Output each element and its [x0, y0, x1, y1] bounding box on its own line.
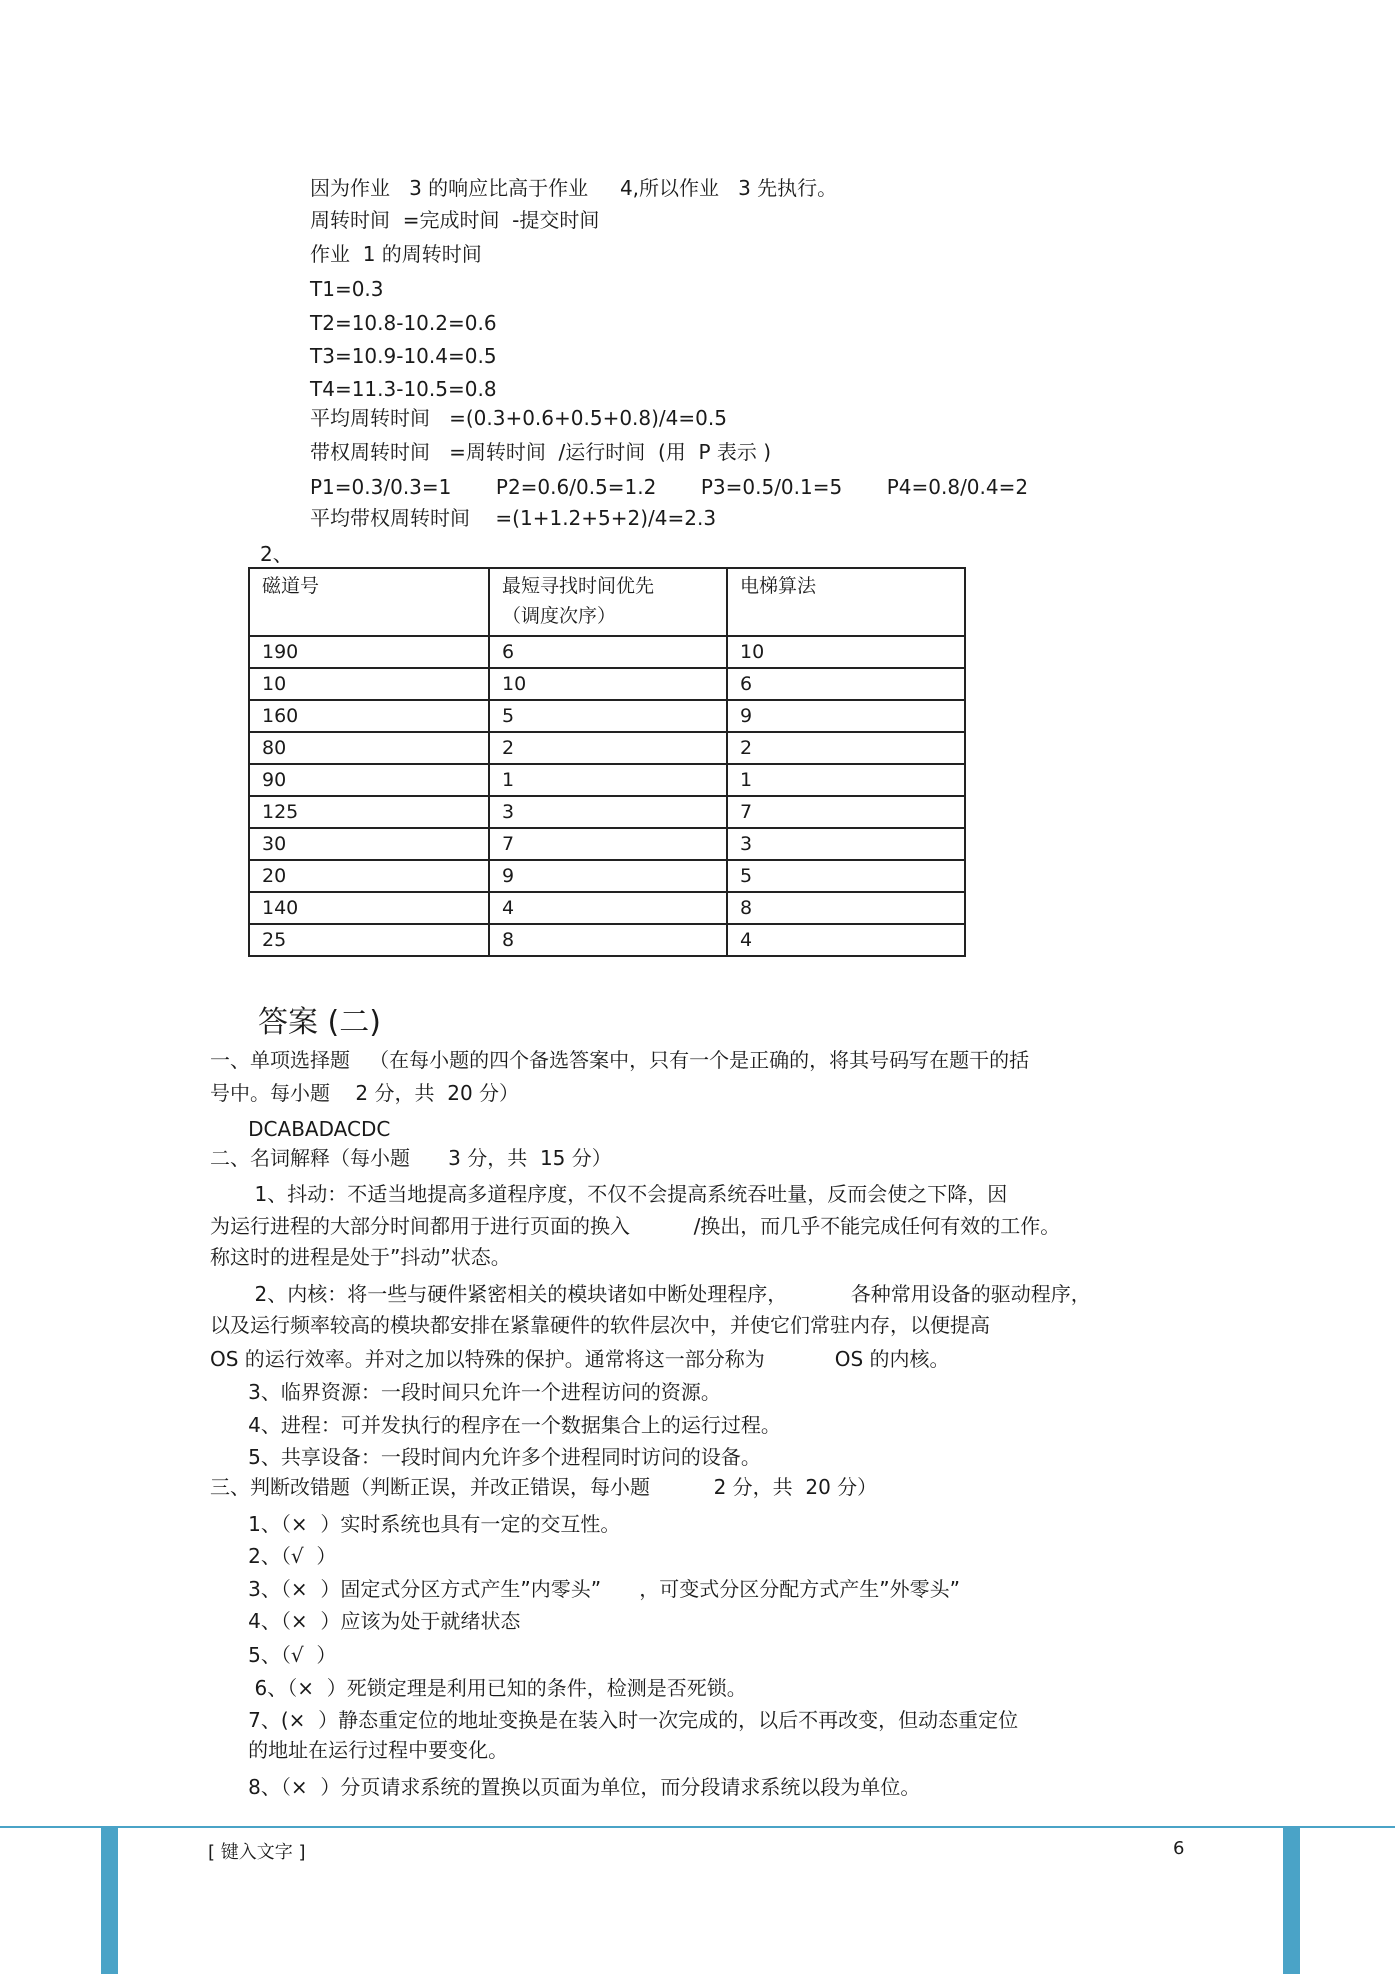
answer-line: 4、进程：可并发执行的程序在一个数据集合上的运行过程。 [210, 1413, 781, 1437]
elevator-cell: 9 [727, 700, 965, 732]
answer-line: 二、名词解释（每小题 3 分，共 15 分） [210, 1146, 612, 1170]
answer-line: 3、临界资源：一段时间只允许一个进程访问的资源。 [210, 1380, 721, 1404]
sstf-cell: 1 [489, 764, 727, 796]
table-row [249, 732, 965, 764]
calc-line: P1=0.3/0.3=1 P2=0.6/0.5=1.2 P3=0.5/0.1=5 P4=0.8/0.4=2 [310, 475, 1029, 499]
sstf-cell: 7 [489, 828, 727, 860]
table-row [249, 668, 965, 700]
table-row [249, 924, 965, 956]
calc-line: T1=0.3 [310, 277, 384, 301]
track-cell: 10 [249, 668, 489, 700]
answer-line: 1、（× ）实时系统也具有一定的交互性。 [210, 1512, 621, 1536]
answer-line: 称这时的进程是处于”抖动”状态。 [210, 1245, 511, 1269]
elevator-cell: 8 [727, 892, 965, 924]
answer-line: 号中。每小题 2 分，共 20 分） [210, 1081, 520, 1105]
table-label: 2、 [260, 542, 293, 566]
elevator-cell: 10 [727, 636, 965, 668]
calc-line: 带权周转时间 =周转时间 /运行时间 (用 P 表示 ) [310, 440, 772, 464]
elevator-cell: 7 [727, 796, 965, 828]
track-cell: 80 [249, 732, 489, 764]
table-row [249, 764, 965, 796]
calc-line: 平均周转时间 =(0.3+0.6+0.5+0.8)/4=0.5 [310, 406, 727, 430]
track-cell: 20 [249, 860, 489, 892]
answer-line: 8、（× ）分页请求系统的置换以页面为单位，而分段请求系统以段为单位。 [210, 1775, 921, 1799]
answer-line: 3、（× ）固定式分区方式产生”内零头” ，可变式分区分配方式产生”外零头” [210, 1577, 960, 1601]
table-row [249, 636, 965, 668]
answer-line: 为运行进程的大部分时间都用于进行页面的换入 /换出，而几乎不能完成任何有效的工作。 [210, 1214, 1061, 1238]
table-row [249, 892, 965, 924]
header-elevator: 电梯算法 [727, 568, 965, 636]
calc-line: 周转时间 =完成时间 -提交时间 [310, 208, 600, 232]
track-cell: 30 [249, 828, 489, 860]
answer-heading: 答案 (二) [258, 1005, 381, 1040]
track-cell: 190 [249, 636, 489, 668]
calc-line: 平均带权周转时间 =(1+1.2+5+2)/4=2.3 [310, 506, 717, 530]
answer-line: 6、（× ）死锁定理是利用已知的条件，检测是否死锁。 [210, 1676, 747, 1700]
answer-line: 4、（× ）应该为处于就绪状态 [210, 1609, 521, 1633]
elevator-cell: 2 [727, 732, 965, 764]
disk-schedule-table [248, 567, 966, 957]
track-cell: 90 [249, 764, 489, 796]
elevator-cell: 3 [727, 828, 965, 860]
sstf-cell: 6 [489, 636, 727, 668]
track-cell: 140 [249, 892, 489, 924]
track-cell: 25 [249, 924, 489, 956]
footer-bar-left [101, 1826, 118, 1974]
sstf-cell: 5 [489, 700, 727, 732]
answer-line: 5、（√ ） [210, 1643, 337, 1667]
track-cell: 125 [249, 796, 489, 828]
answer-line: DCABADACDC [210, 1117, 391, 1141]
table-header-row [249, 568, 965, 636]
answer-line: 2、（√ ） [210, 1544, 337, 1568]
elevator-cell: 4 [727, 924, 965, 956]
sstf-cell: 9 [489, 860, 727, 892]
elevator-cell: 5 [727, 860, 965, 892]
answer-line: 一、单项选择题 （在每小题的四个备选答案中，只有一个是正确的，将其号码写在题干的括 [210, 1048, 1030, 1072]
header-sstf: 最短寻找时间优先 （调度次序） [489, 568, 727, 636]
calc-line: T3=10.9-10.4=0.5 [310, 344, 497, 368]
footer-placeholder: [ 键入文字 ] [208, 1842, 306, 1863]
header-track: 磁道号 [249, 568, 489, 636]
page-number: 6 [1173, 1838, 1185, 1859]
answer-line: 三、判断改错题（判断正误，并改正错误，每小题 2 分，共 20 分） [210, 1475, 878, 1499]
calc-line: T4=11.3-10.5=0.8 [310, 377, 497, 401]
table-row [249, 828, 965, 860]
table-row [249, 700, 965, 732]
answer-line: OS 的运行效率。并对之加以特殊的保护。通常将这一部分称为 OS 的内核。 [210, 1347, 950, 1371]
table-row [249, 860, 965, 892]
sstf-cell: 10 [489, 668, 727, 700]
sstf-cell: 4 [489, 892, 727, 924]
footer-bar-right [1283, 1826, 1300, 1974]
track-cell: 160 [249, 700, 489, 732]
sstf-cell: 2 [489, 732, 727, 764]
answer-line: 的地址在运行过程中要变化。 [210, 1738, 509, 1762]
calc-line: T2=10.8-10.2=0.6 [310, 311, 497, 335]
calc-line: 因为作业 3 的响应比高于作业 4,所以作业 3 先执行。 [310, 176, 838, 200]
answer-line: 5、共享设备：一段时间内允许多个进程同时访问的设备。 [210, 1445, 761, 1469]
sstf-cell: 8 [489, 924, 727, 956]
answer-line: 7、(× ）静态重定位的地址变换是在装入时一次完成的，以后不再改变，但动态重定位 [210, 1708, 1019, 1732]
answer-line: 以及运行频率较高的模块都安排在紧靠硬件的软件层次中，并使它们常驻内存，以便提高 [210, 1313, 990, 1337]
answer-line: 2、内核：将一些与硬件紧密相关的模块诸如中断处理程序， 各种常用设备的驱动程序， [210, 1282, 1091, 1306]
elevator-cell: 6 [727, 668, 965, 700]
sstf-cell: 3 [489, 796, 727, 828]
answer-line: 1、抖动：不适当地提高多道程序度，不仅不会提高系统吞吐量，反而会使之下降，因 [210, 1182, 1008, 1206]
calc-line: 作业 1 的周转时间 [310, 242, 482, 266]
footer-rule [0, 1826, 1395, 1828]
elevator-cell: 1 [727, 764, 965, 796]
table-row [249, 796, 965, 828]
